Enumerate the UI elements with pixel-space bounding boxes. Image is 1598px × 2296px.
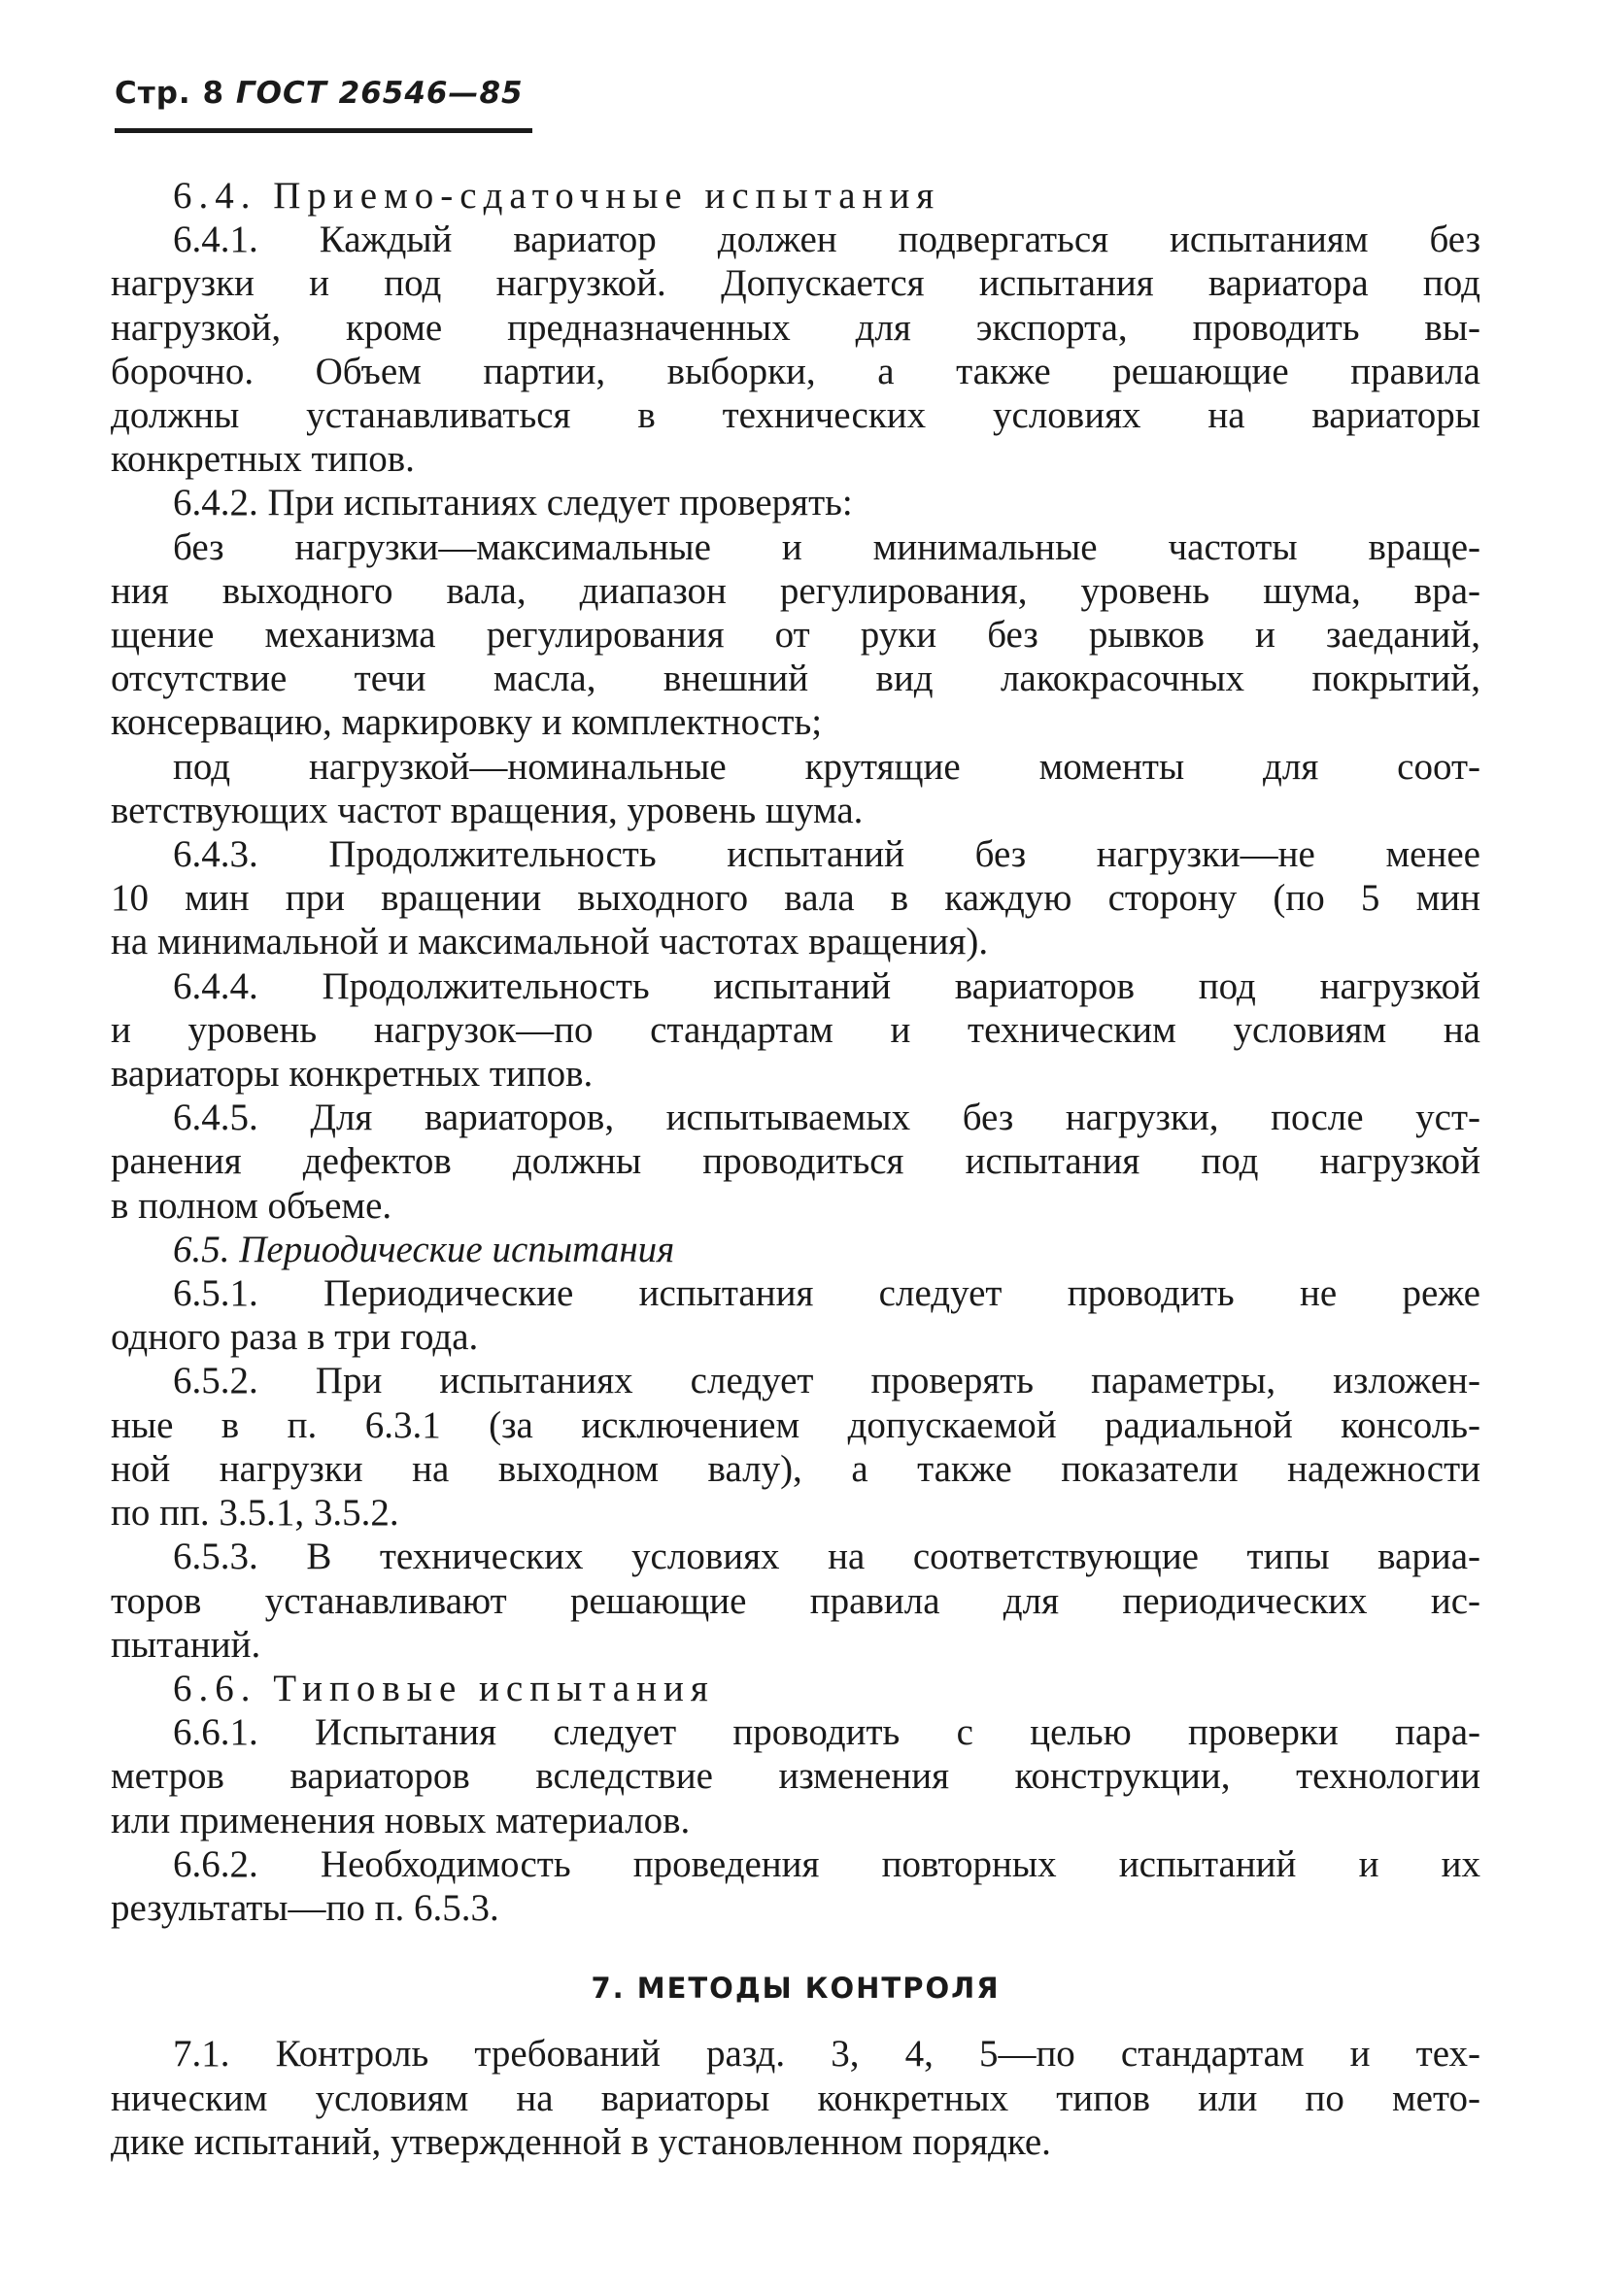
text-line: 7.1. Контроль требований разд. 3, 4, 5—по стандартам и тех- — [173, 2033, 1480, 2076]
text-line: или применения новых материалов. — [111, 1799, 691, 1841]
text-line: должны устанавливаться в технических условиях на вариаторы — [111, 394, 1480, 437]
text-line: нагрузкой, кроме предназначенных для экспорта, проводить вы- — [111, 306, 1480, 349]
text-line: ния выходного вала, диапазон регулирования, уровень шума, вра- — [111, 569, 1480, 612]
text-line: 6.4.5. Для вариаторов, испытываемых без нагрузки, после уст- — [173, 1097, 1480, 1139]
text-line: ные в п. 6.3.1 (за исключением допускаемой радиальной консоль- — [111, 1403, 1480, 1446]
standard-number: ГОСТ 26546—85 — [235, 76, 524, 111]
text-line: 6.4.2. При испытаниях следует проверять: — [173, 482, 853, 524]
section-6-6-heading: 6.6. Типовые испытания — [173, 1667, 715, 1709]
text-line: 6.4.1. Каждый вариатор должен подвергаться испытаниям без — [173, 219, 1480, 261]
text-line: и уровень нагрузок—по стандартам и техническим условиям на — [111, 1008, 1480, 1051]
page-header — [115, 76, 524, 111]
text-line: 6.6.1. Испытания следует проводить с целью проверки пара- — [173, 1711, 1480, 1754]
text-line: метров вариаторов вследствие изменения конструкции, технологии — [111, 1755, 1480, 1798]
text-line: борочно. Объем партии, выборки, а также решающие правила — [111, 350, 1480, 392]
text-line: одного раза в три года. — [111, 1316, 479, 1359]
text-line: щение механизма регулирования от руки без рывков и заеданий, — [111, 614, 1480, 657]
text-line: дике испытаний, утвержденной в установленном порядке. — [111, 2120, 1051, 2163]
section-6-4-heading: 6.4. Приемо-сдаточные испытания — [173, 175, 941, 217]
text-line: отсутствие течи масла, внешний вид лакокрасочных покрытий, — [111, 658, 1480, 700]
text-line: на минимальной и максимальной частотах вращения). — [111, 921, 989, 963]
page-number-label: Стр. 8 — [115, 76, 225, 111]
text-line: под нагрузкой—номинальные крутящие моменты для соот- — [173, 745, 1480, 788]
header-rule — [115, 128, 532, 133]
text-line: ной нагрузки на выходном валу), а также показатели надежности — [111, 1447, 1480, 1490]
section-7-title: 7. МЕТОДЫ КОНТРОЛЯ — [591, 1972, 1001, 2006]
text-line: пытаний. — [111, 1623, 261, 1666]
text-line: ранения дефектов должны проводиться испытания под нагрузкой — [111, 1140, 1480, 1183]
text-line: конкретных типов. — [111, 438, 415, 481]
text-line: 6.5.2. При испытаниях следует проверять параметры, изложен- — [173, 1360, 1480, 1402]
text-line: ветствующих частот вращения, уровень шума. — [111, 789, 864, 831]
text-line: без нагрузки—максимальные и минимальные частоты враще- — [173, 525, 1480, 568]
text-line: 6.5.1. Периодические испытания следует проводить не реже — [173, 1272, 1480, 1315]
text-line: 6.5.3. В технических условиях на соответствующие типы вариа- — [173, 1536, 1480, 1578]
text-line: в полном объеме. — [111, 1184, 392, 1227]
document-body — [111, 174, 1480, 2164]
text-line: ническим условиям на вариаторы конкретных типов или по мето- — [111, 2077, 1480, 2119]
text-line: 6.4.4. Продолжительность испытаний вариаторов под нагрузкой — [173, 964, 1480, 1007]
text-line: 6.4.3. Продолжительность испытаний без нагрузки—не менее — [173, 833, 1480, 876]
text-line: 10 мин при вращении выходного вала в каждую сторону (по 5 мин — [111, 877, 1480, 920]
text-line: вариаторы конкретных типов. — [111, 1053, 594, 1096]
text-line: 6.6.2. Необходимость проведения повторных испытаний и их — [173, 1842, 1480, 1885]
text-line: консервацию, маркировку и комплектность; — [111, 701, 823, 744]
text-line: результаты—по п. 6.5.3. — [111, 1886, 499, 1929]
text-line: торов устанавливают решающие правила для периодических ис- — [111, 1579, 1480, 1622]
section-6-5-heading: 6.5. Периодические испытания — [173, 1228, 675, 1270]
text-line: нагрузки и под нагрузкой. Допускается испытания вариатора под — [111, 262, 1480, 305]
text-line: по пп. 3.5.1, 3.5.2. — [111, 1492, 399, 1535]
